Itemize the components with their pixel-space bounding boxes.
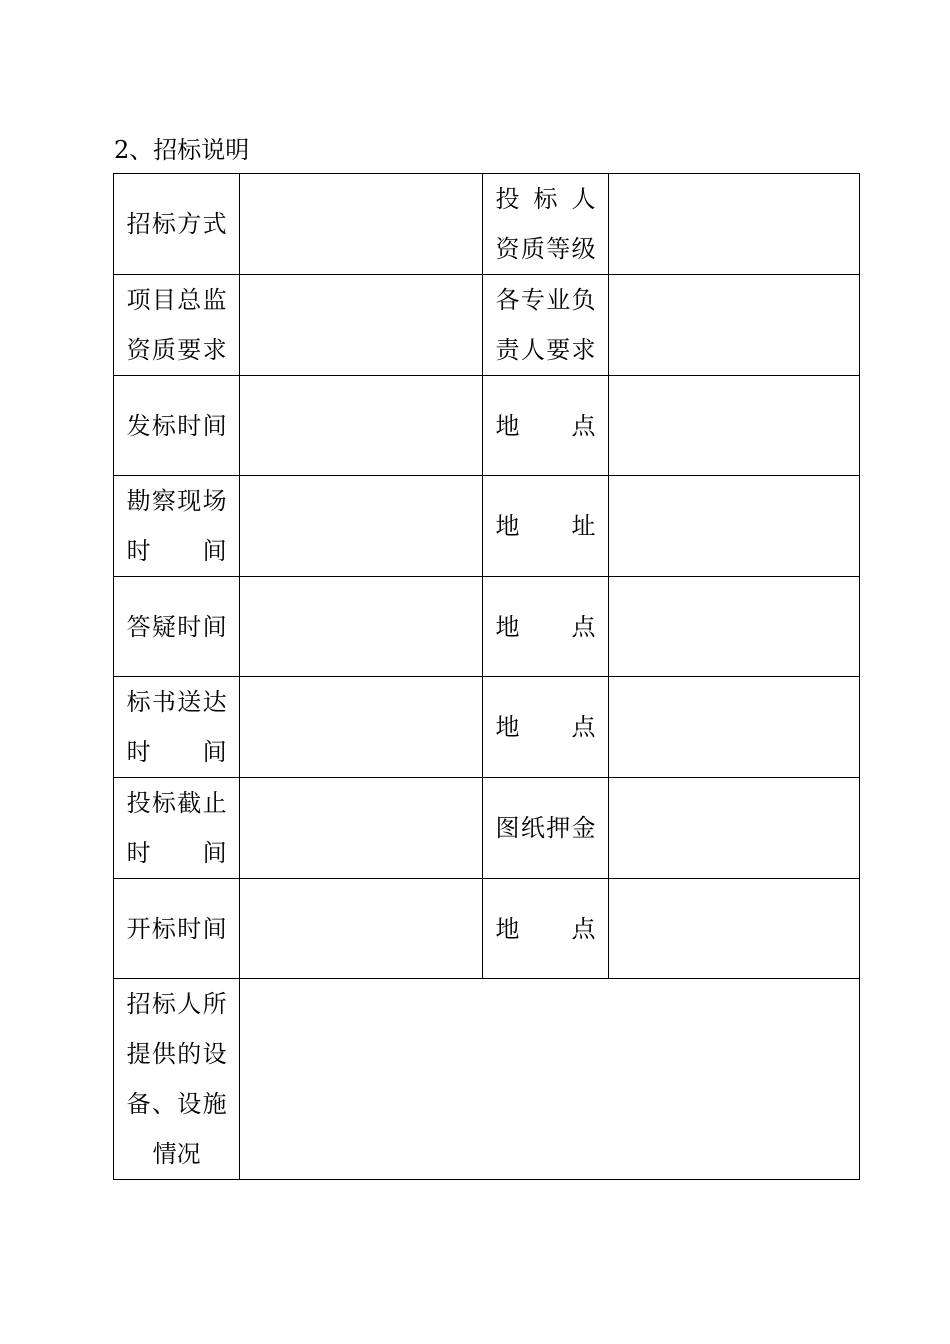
field-site-address[interactable] [608, 476, 859, 577]
row-bid-delivery [114, 677, 860, 778]
field-chief-supervisor[interactable] [240, 275, 483, 376]
label-issue-time: 发标时间 [126, 411, 227, 440]
label-bidder-qualification-line1: 投 标 人 [495, 185, 596, 213]
field-site-survey-time[interactable] [240, 476, 483, 577]
label-bid-delivery-location: 地 点 [495, 713, 596, 741]
label-cell [483, 476, 608, 577]
label-facilities-line4: 情况 [152, 1140, 201, 1168]
label-cell [114, 376, 240, 476]
row-chief-supervisor [114, 275, 860, 376]
label-site-survey-line1: 勘察现场 [126, 487, 227, 515]
label-cell [114, 879, 240, 979]
field-issue-time[interactable] [240, 376, 483, 476]
field-bid-deadline-time[interactable] [240, 778, 483, 879]
field-bid-delivery-location[interactable] [608, 677, 859, 778]
label-bidding-method: 招标方式 [126, 210, 227, 238]
row-issue-time [114, 376, 860, 476]
field-qa-time[interactable] [240, 577, 483, 677]
label-chief-supervisor-line1: 项目总监 [126, 286, 227, 314]
bidding-info-table [113, 173, 860, 1180]
label-cell [114, 577, 240, 677]
field-bid-opening-time[interactable] [240, 879, 483, 979]
label-facilities-line3: 备、设施 [126, 1090, 227, 1118]
label-specialty-leads-line1: 各专业负 [495, 286, 596, 314]
field-bid-opening-location[interactable] [608, 879, 859, 979]
field-bid-delivery-time[interactable] [240, 677, 483, 778]
label-cell [114, 476, 240, 577]
label-specialty-leads-line2: 责人要求 [495, 336, 596, 364]
field-bidding-method[interactable] [240, 174, 483, 275]
label-facilities-line1: 招标人所 [126, 990, 227, 1018]
label-bid-deadline-line1: 投标截止 [126, 789, 227, 817]
label-cell [114, 677, 240, 778]
label-issue-location: 地 点 [495, 411, 596, 440]
field-specialty-leads[interactable] [608, 275, 859, 376]
row-facilities [114, 979, 860, 1180]
field-bidder-qualification[interactable] [608, 174, 859, 275]
row-bidding-method [114, 174, 860, 275]
field-facilities[interactable] [240, 979, 860, 1180]
row-bid-opening [114, 879, 860, 979]
label-qa-location: 地 点 [495, 612, 596, 641]
label-facilities-line2: 提供的设 [126, 1040, 227, 1068]
field-qa-location[interactable] [608, 577, 859, 677]
label-bid-opening-location: 地 点 [495, 914, 596, 943]
label-cell [114, 174, 240, 275]
label-qa-time: 答疑时间 [126, 612, 227, 641]
label-drawing-deposit: 图纸押金 [495, 814, 596, 842]
row-qa-time [114, 577, 860, 677]
label-site-address: 地 址 [495, 512, 596, 540]
label-bid-opening-time: 开标时间 [126, 914, 227, 943]
label-bid-delivery-line1: 标书送达 [126, 688, 227, 716]
label-cell [114, 275, 240, 376]
label-cell [483, 577, 608, 677]
field-drawing-deposit[interactable] [608, 778, 859, 879]
label-cell [114, 778, 240, 879]
label-cell [483, 879, 608, 979]
label-bidder-qualification-line2: 资质等级 [495, 235, 596, 263]
row-bid-deadline [114, 778, 860, 879]
label-bid-deadline-line2: 时 间 [126, 839, 227, 867]
label-site-survey-line2: 时 间 [126, 537, 227, 565]
row-site-survey [114, 476, 860, 577]
field-issue-location[interactable] [608, 376, 859, 476]
label-cell [483, 174, 608, 275]
label-chief-supervisor-line2: 资质要求 [126, 336, 227, 364]
label-cell [483, 376, 608, 476]
label-cell [483, 778, 608, 879]
label-bid-delivery-line2: 时 间 [126, 738, 227, 766]
section-title: 2、招标说明 [114, 136, 250, 164]
label-cell [483, 275, 608, 376]
label-cell [483, 677, 608, 778]
label-cell [114, 979, 240, 1180]
